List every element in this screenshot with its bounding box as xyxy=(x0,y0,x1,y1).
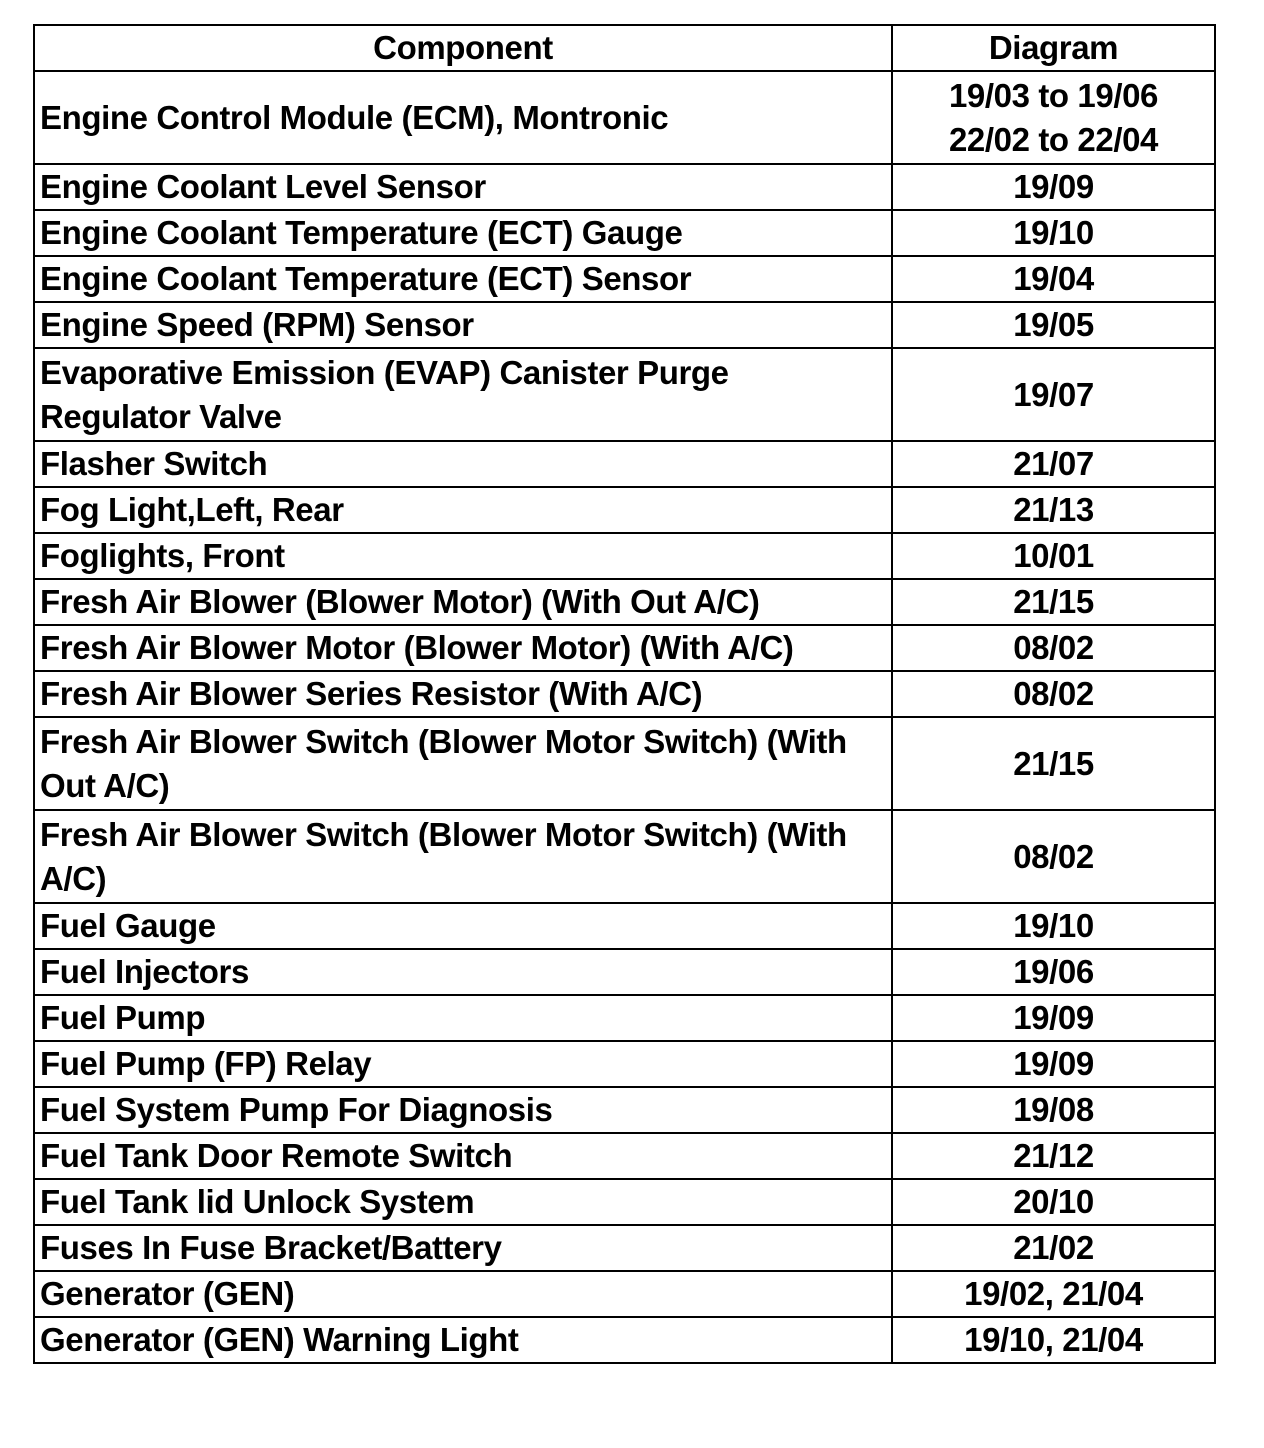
table-row xyxy=(34,1179,1215,1225)
table-row xyxy=(34,1133,1215,1179)
component-cell: Fresh Air Blower Switch (Blower Motor Switch) (With A/C) xyxy=(34,810,892,903)
table-row xyxy=(34,164,1215,210)
diagram-reference: 19/09 xyxy=(1013,1045,1094,1082)
diagram-cell xyxy=(892,71,1215,164)
component-cell: Fuel Tank Door Remote Switch xyxy=(34,1133,892,1179)
diagram-cell xyxy=(892,302,1215,348)
component-cell: Fuel Tank lid Unlock System xyxy=(34,1179,892,1225)
diagram-reference: 08/02 xyxy=(1013,675,1094,712)
table-header-row xyxy=(34,25,1215,71)
component-cell: Fresh Air Blower Switch (Blower Motor Switch) (With Out A/C) xyxy=(34,717,892,810)
diagram-reference: 21/02 xyxy=(1013,1229,1094,1266)
diagram-reference: 19/10 xyxy=(1013,214,1094,251)
diagram-cell xyxy=(892,1317,1215,1363)
table-row xyxy=(34,1271,1215,1317)
diagram-reference: 19/03 to 19/06 xyxy=(948,76,1159,114)
diagram-cell xyxy=(892,1225,1215,1271)
diagram-cell xyxy=(892,1179,1215,1225)
diagram-cell xyxy=(892,671,1215,717)
table-row xyxy=(34,579,1215,625)
diagram-reference: 22/02 to 22/04 xyxy=(948,120,1159,158)
table-row xyxy=(34,1041,1215,1087)
component-cell: Foglights, Front xyxy=(34,533,892,579)
diagram-reference: 20/10 xyxy=(1013,1183,1094,1220)
table-row xyxy=(34,210,1215,256)
component-diagram-table xyxy=(33,24,1216,1364)
component-cell: Fuel Pump (FP) Relay xyxy=(34,1041,892,1087)
diagram-cell xyxy=(892,810,1215,903)
component-cell: Fresh Air Blower Series Resistor (With A/C) xyxy=(34,671,892,717)
diagram-reference: 19/10 xyxy=(1013,907,1094,944)
component-cell: Evaporative Emission (EVAP) Canister Purge Regulator Valve xyxy=(34,348,892,441)
component-cell: Generator (GEN) Warning Light xyxy=(34,1317,892,1363)
diagram-cell xyxy=(892,487,1215,533)
diagram-cell xyxy=(892,533,1215,579)
component-cell: Fuses In Fuse Bracket/Battery xyxy=(34,1225,892,1271)
diagram-cell xyxy=(892,1041,1215,1087)
diagram-reference: 21/15 xyxy=(1013,583,1094,620)
diagram-reference: 19/06 xyxy=(1013,953,1094,990)
diagram-reference: 19/05 xyxy=(1013,306,1094,343)
diagram-reference: 19/09 xyxy=(1013,999,1094,1036)
diagram-reference: 21/12 xyxy=(1013,1137,1094,1174)
component-cell: Fuel Injectors xyxy=(34,949,892,995)
diagram-cell xyxy=(892,1087,1215,1133)
diagram-reference: 19/09 xyxy=(1013,168,1094,205)
table-row xyxy=(34,995,1215,1041)
diagram-cell xyxy=(892,441,1215,487)
diagram-column-header: Diagram xyxy=(892,25,1215,71)
diagram-reference: 08/02 xyxy=(1013,837,1094,875)
table-row xyxy=(34,533,1215,579)
table-row xyxy=(34,949,1215,995)
table-row xyxy=(34,671,1215,717)
component-cell: Fresh Air Blower Motor (Blower Motor) (With A/C) xyxy=(34,625,892,671)
diagram-cell xyxy=(892,949,1215,995)
component-cell: Generator (GEN) xyxy=(34,1271,892,1317)
diagram-cell xyxy=(892,625,1215,671)
diagram-cell xyxy=(892,995,1215,1041)
diagram-reference: 21/13 xyxy=(1013,491,1094,528)
diagram-reference: 19/08 xyxy=(1013,1091,1094,1128)
diagram-cell xyxy=(892,164,1215,210)
component-cell: Fuel Gauge xyxy=(34,903,892,949)
component-cell: Engine Control Module (ECM), Montronic xyxy=(34,71,892,164)
table-row xyxy=(34,625,1215,671)
table-row xyxy=(34,256,1215,302)
component-cell: Flasher Switch xyxy=(34,441,892,487)
component-cell: Engine Coolant Level Sensor xyxy=(34,164,892,210)
diagram-cell xyxy=(892,903,1215,949)
diagram-cell xyxy=(892,348,1215,441)
diagram-reference: 19/10, 21/04 xyxy=(964,1321,1143,1358)
diagram-cell xyxy=(892,256,1215,302)
diagram-reference: 19/07 xyxy=(1013,375,1094,413)
component-cell: Fuel System Pump For Diagnosis xyxy=(34,1087,892,1133)
component-column-header: Component xyxy=(34,25,892,71)
table-row xyxy=(34,810,1215,903)
diagram-reference: 08/02 xyxy=(1013,629,1094,666)
table-row xyxy=(34,1225,1215,1271)
component-cell: Fog Light,Left, Rear xyxy=(34,487,892,533)
diagram-reference: 21/15 xyxy=(1013,744,1094,782)
table-row xyxy=(34,1087,1215,1133)
component-cell: Fresh Air Blower (Blower Motor) (With Out A/C) xyxy=(34,579,892,625)
table-row xyxy=(34,441,1215,487)
table-row xyxy=(34,487,1215,533)
component-cell: Engine Coolant Temperature (ECT) Sensor xyxy=(34,256,892,302)
diagram-reference: 19/04 xyxy=(1013,260,1094,297)
diagram-reference: 10/01 xyxy=(1013,537,1094,574)
table-row xyxy=(34,302,1215,348)
table-row xyxy=(34,717,1215,810)
component-cell: Engine Coolant Temperature (ECT) Gauge xyxy=(34,210,892,256)
diagram-cell xyxy=(892,1133,1215,1179)
diagram-reference: 21/07 xyxy=(1013,445,1094,482)
diagram-cell xyxy=(892,717,1215,810)
table-row xyxy=(34,71,1215,164)
table-row xyxy=(34,903,1215,949)
table-row xyxy=(34,1317,1215,1363)
diagram-cell xyxy=(892,1271,1215,1317)
diagram-reference: 19/02, 21/04 xyxy=(964,1275,1143,1312)
diagram-cell xyxy=(892,579,1215,625)
diagram-cell xyxy=(892,210,1215,256)
component-cell: Fuel Pump xyxy=(34,995,892,1041)
table-row xyxy=(34,348,1215,441)
component-cell: Engine Speed (RPM) Sensor xyxy=(34,302,892,348)
component-index-sheet xyxy=(33,24,1214,1364)
